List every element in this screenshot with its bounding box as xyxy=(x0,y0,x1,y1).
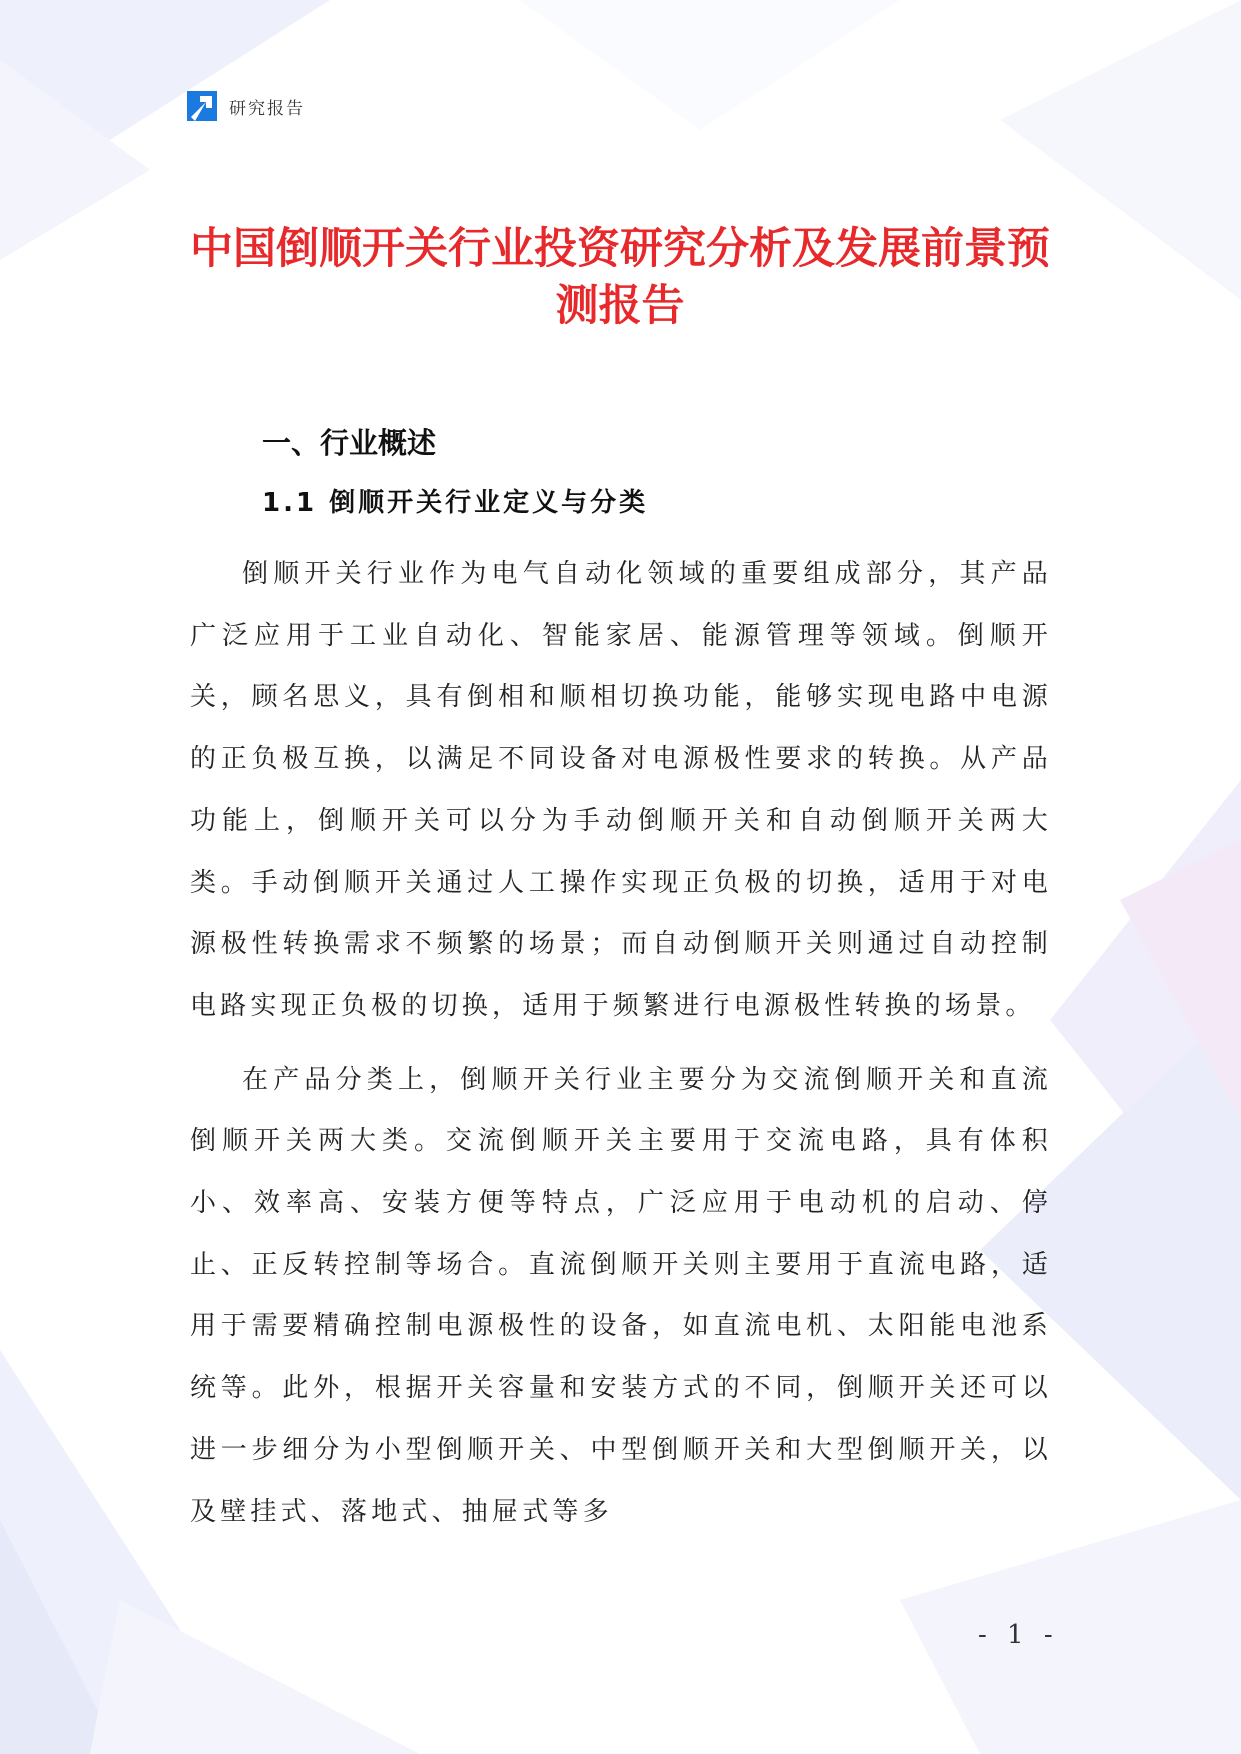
page-number: - 1 - xyxy=(978,1620,1059,1650)
paragraph-1: 倒顺开关行业作为电气自动化领域的重要组成部分，其产品广泛应用于工业自动化、智能家居、能源管理等领域。倒顺开关，顾名思义，具有倒相和顺相切换功能，能够实现电路中电源的正负极互换，以满足不同设备对电源极性要求的转换。从产品功能上，倒顺开关可以分为手动倒顺开关和自动倒顺开关两大类。手动倒顺开关通过人工操作实现正负极的切换，适用于对电源极性转换需求不频繁的场景；而自动倒顺开关则通过自动控制电路实现正负极的切换，适用于频繁进行电源极性转换的场景。 xyxy=(190,559,1052,1021)
sub-heading: 1.1 倒顺开关行业定义与分类 xyxy=(262,488,649,518)
body-text xyxy=(190,544,1052,1543)
report-header xyxy=(186,88,305,124)
report-title: 中国倒顺开关行业投资研究分析及发展前景预测报告 xyxy=(190,224,1050,331)
arrow-up-right-icon xyxy=(186,90,218,122)
header-label: 研究报告 xyxy=(229,98,305,119)
paragraph-2: 在产品分类上，倒顺开关行业主要分为交流倒顺开关和直流倒顺开关两大类。交流倒顺开关主要用于交流电路，具有体积小、效率高、安装方便等特点，广泛应用于电动机的启动、停止、正反转控制等场合。直流倒顺开关则主要用于直流电路，适用于需要精确控制电源极性的设备，如直流电机、太阳能电池系统等。此外，根据开关容量和安装方式的不同，倒顺开关还可以进一步细分为小型倒顺开关、中型倒顺开关和大型倒顺开关，以及壁挂式、落地式、抽屉式等多 xyxy=(190,1064,1052,1527)
section-heading: 一、行业概述 xyxy=(262,426,437,460)
